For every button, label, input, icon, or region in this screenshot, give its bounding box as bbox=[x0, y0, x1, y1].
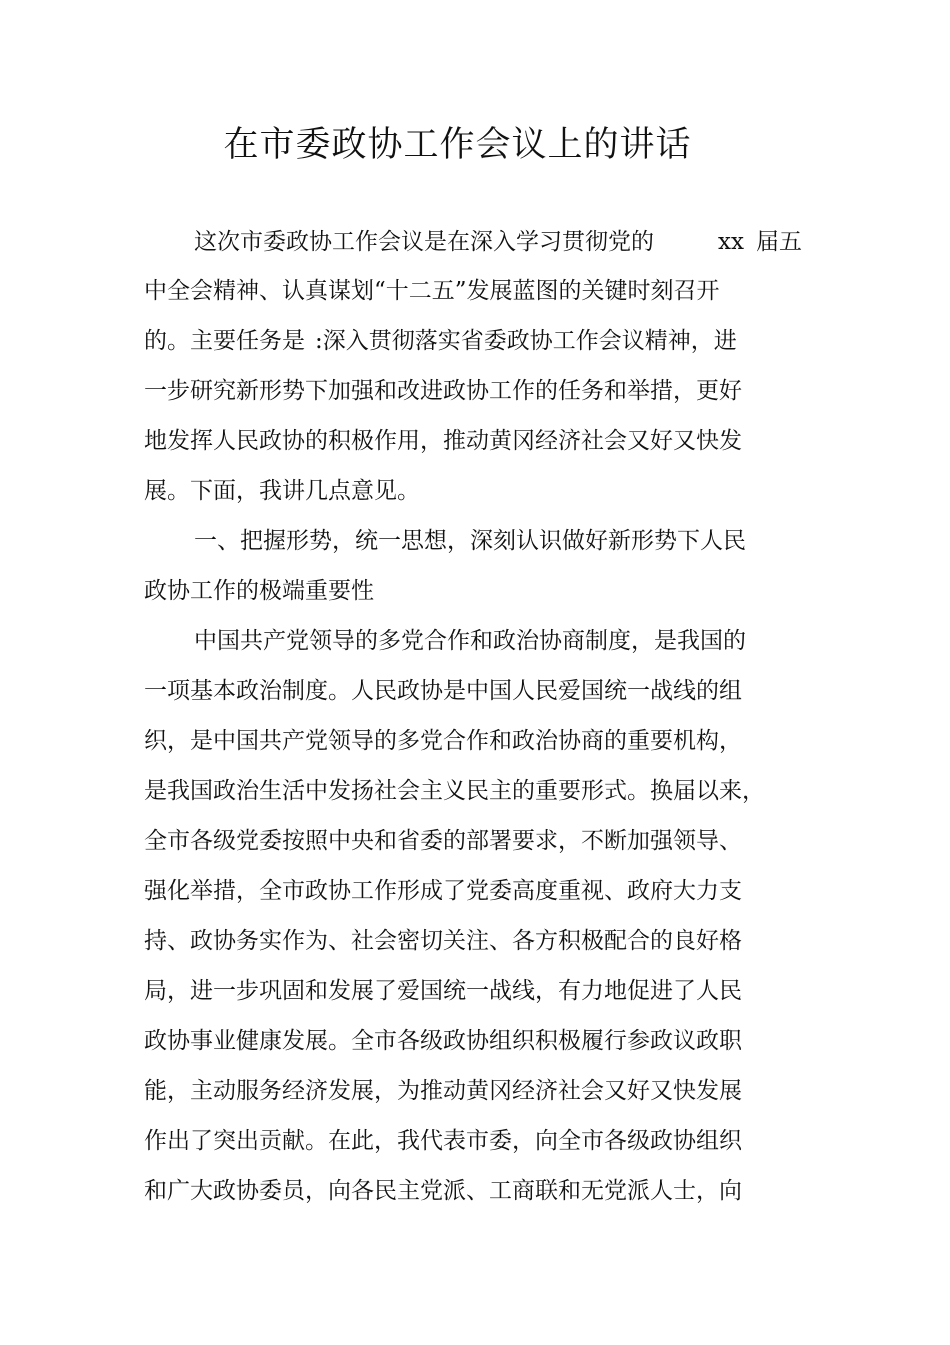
text-line: 届五 bbox=[756, 229, 802, 255]
text-line: :深入贯彻落实省委政协工作会议精神，进 bbox=[315, 328, 737, 354]
text-line: 全市各级党委按照中央和省委的部署要求，不断加强领导、 bbox=[144, 828, 742, 854]
text-line: 局，进一步巩固和发展了爱国统一战线，有力地促进了人民 bbox=[144, 978, 742, 1004]
section-heading-line: 一、把握形势，统一思想，深刻认识做好新形势下人民 bbox=[194, 528, 746, 554]
text-line: 地发挥人民政协的积极作用，推动黄冈经济社会又好又快发 bbox=[144, 428, 742, 454]
text-line: 织，是中国共产党领导的多党合作和政治协商的重要机构， bbox=[144, 728, 742, 754]
text-line: 一项基本政治制度。人民政协是中国人民爱国统一战线的组 bbox=[144, 678, 742, 704]
text-line: 能，主动服务经济发展，为推动黄冈经济社会又好又快发展 bbox=[144, 1078, 742, 1104]
text-line: 这次市委政协工作会议是在深入学习贯彻党的 bbox=[194, 229, 654, 255]
text-line: 和广大政协委员，向各民主党派、工商联和无党派人士，向 bbox=[144, 1178, 742, 1204]
text-line: 展。下面，我讲几点意见。 bbox=[144, 478, 420, 504]
text-line: 的。主要任务是 bbox=[144, 328, 305, 354]
document-title: 在市委政协工作会议上的讲话 bbox=[223, 125, 692, 165]
text-line: 强化举措，全市政协工作形成了党委高度重视、政府大力支 bbox=[144, 878, 742, 904]
text-line: 中国共产党领导的多党合作和政治协商制度，是我国的 bbox=[194, 628, 746, 654]
text-line: 中全会精神、认真谋划“十二五”发展蓝图的关键时刻召开 bbox=[144, 278, 720, 304]
text-line: xx bbox=[718, 229, 744, 255]
section-heading-line: 政协工作的极端重要性 bbox=[144, 578, 374, 604]
text-line: 持、政协务实作为、社会密切关注、各方积极配合的良好格 bbox=[144, 928, 742, 954]
text-line: 作出了突出贡献。在此，我代表市委，向全市各级政协组织 bbox=[144, 1128, 742, 1154]
text-line: 一步研究新形势下加强和改进政协工作的任务和举措，更好 bbox=[144, 378, 742, 404]
text-line: 是我国政治生活中发扬社会主义民主的重要形式。换届以来， bbox=[144, 778, 765, 804]
text-line: 政协事业健康发展。全市各级政协组织积极履行参政议政职 bbox=[144, 1028, 742, 1054]
